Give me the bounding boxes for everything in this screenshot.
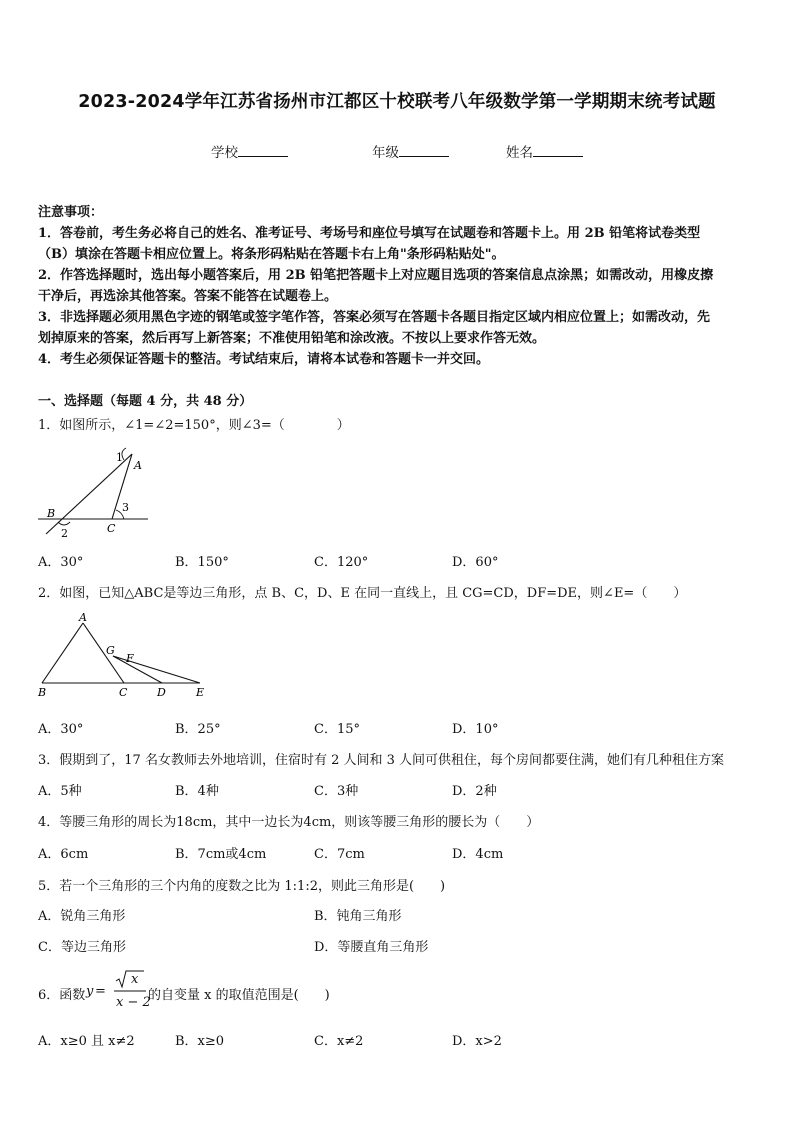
q1-option-d: D．60°	[452, 555, 499, 570]
question-6-suffix: 的自变量 x 的取值范围是( )	[148, 988, 330, 1003]
q4-option-d: D．4cm	[452, 847, 504, 862]
q3-option-a: A．5种	[38, 784, 82, 799]
notice-line: 1．答卷前，考生务必将自己的姓名、准考证号、考场号和座位号填写在试题卷和答题卡上。用 2B 铅笔将试卷类型	[38, 226, 701, 241]
notice-line: （B）填涂在答题卡相应位置上。将条形码粘贴在答题卡右上角"条形码粘贴处"。	[38, 247, 505, 262]
school-field	[211, 141, 288, 161]
q1-option-b: B．150°	[175, 555, 229, 570]
question-1-figure	[34, 440, 154, 542]
fig2-label-d: D	[157, 686, 166, 699]
grade-blank	[399, 144, 449, 157]
notice-line: 2．作答选择题时，选出每小题答案后，用 2B 铅笔把答题卡上对应题目选项的答案信息点涂黑；如需改动，用橡皮擦	[38, 268, 714, 283]
formula-denominator: x − 2	[116, 995, 151, 1010]
question-5-stem: 5．若一个三角形的三个内角的度数之比为 1:1:2，则此三角形是( )	[38, 879, 446, 894]
fig1-label-1: 1	[116, 451, 123, 464]
fig2-label-b: B	[38, 686, 47, 699]
q3-option-b: B．4种	[175, 784, 219, 799]
notice-line: 3．非选择题必须用黑色字迹的钢笔或签字笔作答，答案必须写在答题卡各题目指定区域内相应位置上；如需改动，先	[38, 310, 711, 325]
fig2-label-g: G	[106, 644, 115, 657]
fig1-label-b: B	[47, 507, 56, 520]
q6-option-c: C．x≠2	[314, 1034, 364, 1049]
q5-option-a: A．锐角三角形	[38, 909, 126, 924]
fig1-label-3: 3	[122, 501, 129, 514]
q5-option-d: D．等腰直角三角形	[314, 940, 429, 955]
q3-option-c: C．3种	[314, 784, 359, 799]
question-6-formula	[86, 970, 150, 1014]
page-title: 2023-2024学年江苏省扬州市江都区十校联考八年级数学第一学期期末统考试题	[78, 92, 716, 112]
q6-option-d: D．x>2	[452, 1034, 502, 1049]
formula-numerator: x	[131, 972, 139, 987]
question-1-stem: 1．如图所示，∠1=∠2=150°，则∠3=（ ）	[38, 418, 350, 433]
q1-option-a: A．30°	[38, 555, 84, 570]
fig2-label-e: E	[196, 686, 205, 699]
q2-option-c: C．15°	[314, 722, 360, 737]
fig1-label-c: C	[107, 522, 116, 535]
school-blank	[238, 144, 288, 157]
q2-option-a: A．30°	[38, 722, 84, 737]
q2-option-b: B．25°	[175, 722, 221, 737]
fig2-label-f: F	[126, 652, 134, 665]
formula-equals: =	[95, 984, 106, 999]
grade-field	[372, 141, 449, 161]
formula-y: y	[86, 984, 94, 999]
question-6-prefix: 6．函数	[38, 988, 86, 1003]
school-label: 学校	[211, 145, 238, 161]
q2-option-d: D．10°	[452, 722, 499, 737]
notice-line: 干净后，再选涂其他答案。答案不能答在试题卷上。	[38, 289, 338, 304]
grade-label: 年级	[372, 145, 399, 161]
q6-option-b: B．x≥0	[175, 1034, 225, 1049]
fig1-label-2: 2	[61, 527, 68, 540]
question-2-stem: 2．如图，已知△ABC是等边三角形，点 B、C，D、E 在同一直线上，且 CG=CD，DF=DE，则∠E=（ ）	[38, 586, 687, 601]
fig1-label-a: A	[134, 459, 142, 472]
question-4-stem: 4．等腰三角形的周长为18cm，其中一边长为4cm，则该等腰三角形的腰长为（ ）	[38, 815, 540, 830]
section-heading: 一、选择题（每题 4 分，共 48 分）	[38, 394, 253, 409]
name-label: 姓名	[506, 145, 533, 161]
q3-option-d: D．2种	[452, 784, 497, 799]
name-blank	[533, 144, 583, 157]
notice-heading: 注意事项：	[38, 205, 104, 220]
q1-option-c: C．120°	[314, 555, 369, 570]
question-3-stem: 3．假期到了，17 名女教师去外地培训，住宿时有 2 人间和 3 人间可供租住，每个房间都要住满，她们有几种租住方案	[38, 753, 725, 768]
question-2-figure	[34, 610, 214, 700]
fig2-label-c: C	[119, 686, 128, 699]
notice-line: 4．考生必须保证答题卡的整洁。考试结束后，请将本试卷和答题卡一并交回。	[38, 352, 490, 367]
q4-option-b: B．7cm或4cm	[175, 847, 267, 862]
fig2-label-a: A	[79, 611, 87, 624]
q4-option-a: A．6cm	[38, 847, 89, 862]
q6-option-a: A．x≥0 且 x≠2	[38, 1034, 135, 1049]
name-field	[506, 141, 583, 161]
q4-option-c: C．7cm	[314, 847, 365, 862]
notice-line: 划掉原来的答案，然后再写上新答案；不准使用铅笔和涂改液。不按以上要求作答无效。	[38, 331, 546, 346]
q5-option-b: B．钝角三角形	[314, 909, 402, 924]
q5-option-c: C．等边三角形	[38, 940, 126, 955]
